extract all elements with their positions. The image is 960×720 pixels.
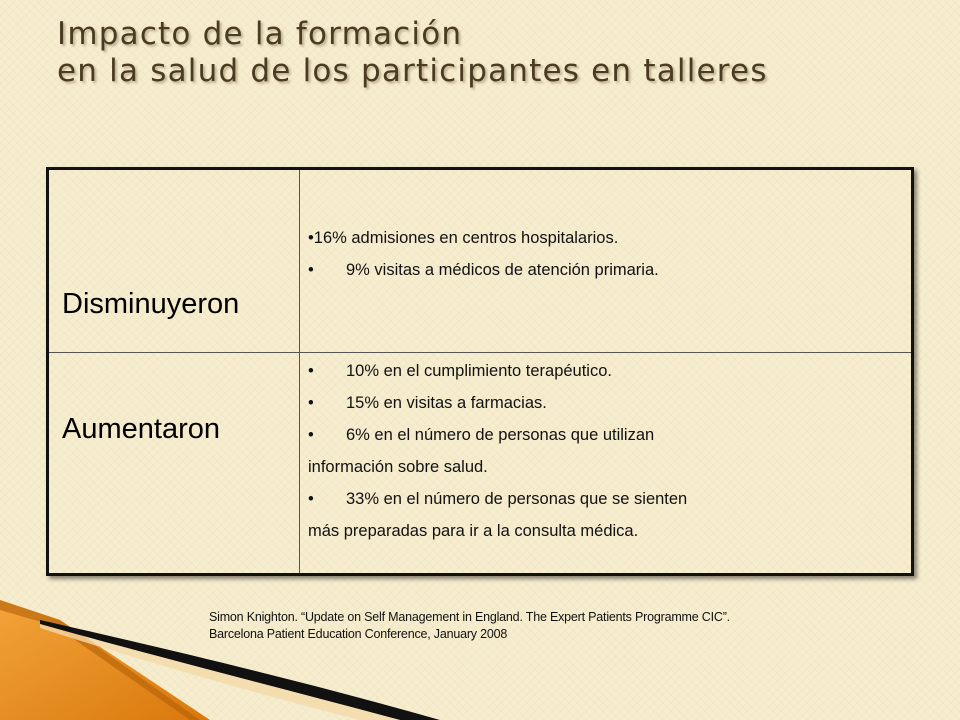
increased-items-list bbox=[300, 353, 911, 547]
list-item-continuation: información sobre salud. bbox=[308, 458, 488, 476]
bullet-glyph: • bbox=[308, 426, 314, 444]
row-label-cell bbox=[48, 353, 300, 575]
bullet-glyph: • bbox=[308, 261, 314, 279]
source-citation bbox=[209, 609, 730, 643]
table-row-decreased bbox=[48, 169, 913, 353]
table-row-increased bbox=[48, 353, 913, 575]
list-item: • 33% en el número de personas que se sienten bbox=[308, 483, 911, 515]
list-item: • 9% visitas a médicos de atención primaria. bbox=[308, 254, 911, 286]
list-item-continuation: más preparadas para ir a la consulta médica. bbox=[308, 522, 639, 540]
row-items-cell bbox=[300, 169, 913, 353]
bullet-glyph: • bbox=[308, 394, 314, 412]
title-line-2: en la salud de los participantes en talleres bbox=[57, 53, 768, 89]
list-item: • 6% en el número de personas que utilizan bbox=[308, 419, 911, 451]
bullet-glyph: • bbox=[308, 490, 314, 508]
row-label-increased: Aumentaron bbox=[62, 413, 220, 445]
row-items-cell bbox=[300, 353, 913, 575]
decreased-items-list bbox=[300, 170, 911, 286]
row-label-cell bbox=[48, 169, 300, 353]
bullet-glyph: • bbox=[308, 362, 314, 380]
citation-line-1: Simon Knighton. “Update on Self Management in England. The Expert Patients Programme CIC”. bbox=[209, 610, 730, 624]
results-table bbox=[46, 167, 914, 576]
list-item: • 15% en visitas a farmacias. bbox=[308, 387, 911, 419]
list-item: •16% admisiones en centros hospitalarios. bbox=[308, 229, 619, 247]
row-label-decreased: Disminuyeron bbox=[62, 288, 240, 320]
list-item: • 10% en el cumplimiento terapéutico. bbox=[308, 355, 911, 387]
slide-title bbox=[57, 16, 768, 90]
title-line-1: Impacto de la formación bbox=[57, 16, 463, 52]
citation-line-2: Barcelona Patient Education Conference, January 2008 bbox=[209, 627, 508, 641]
